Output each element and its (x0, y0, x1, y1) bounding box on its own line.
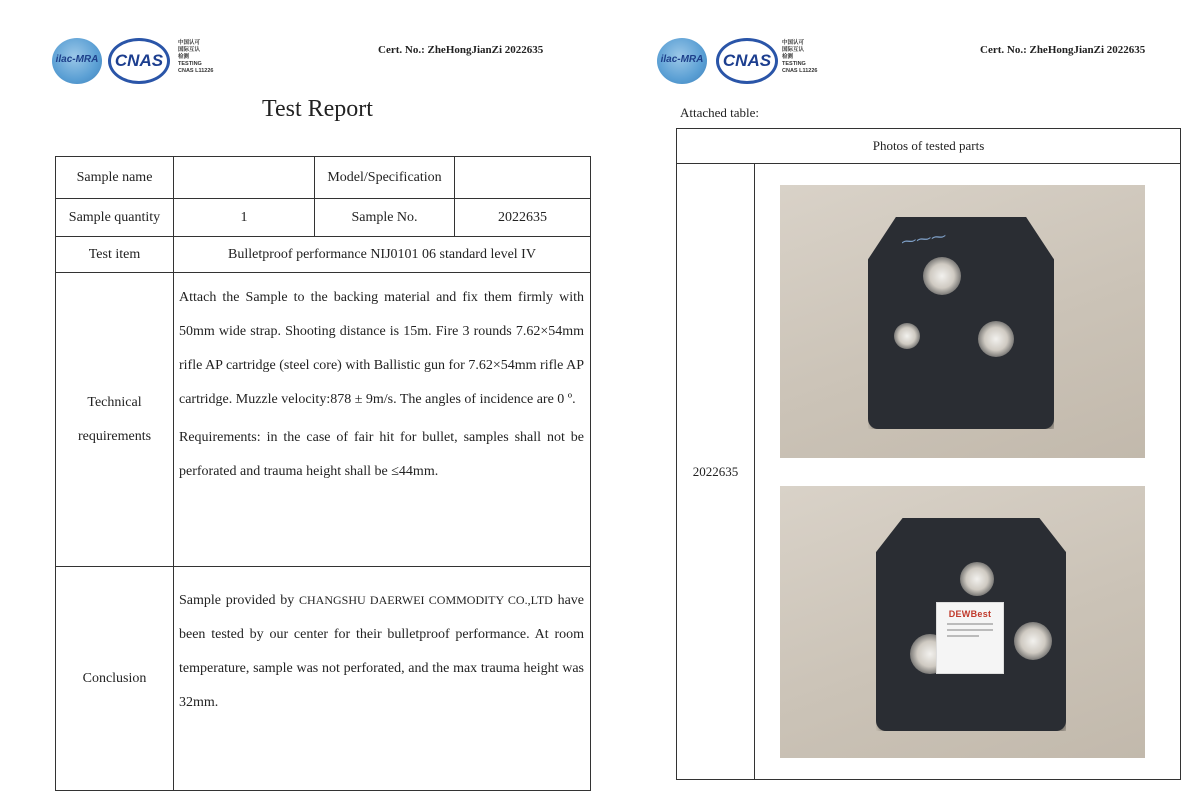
page-title: Test Report (262, 96, 373, 122)
bullet-impact-icon (960, 562, 994, 596)
handwritten-marking: ⁓⁓⁓ (899, 227, 947, 252)
test-report-table (55, 156, 591, 791)
technical-requirements-label: Technical requirements (56, 273, 174, 567)
conclusion-label: Conclusion (56, 567, 174, 791)
bullet-impact-icon (894, 323, 920, 349)
plate-back-photo (780, 486, 1145, 758)
technical-requirements-text (174, 273, 591, 567)
cnas-accreditation-text: 中国认可 国际互认 检测 TESTING CNAS L11226 (782, 40, 818, 74)
certificate-number: Cert. No.: ZheHongJianZi 2022635 (980, 44, 1146, 56)
requirements-paragraph: Requirements: in the case of fair hit for bullet, samples shall not be perforated and trauma height shall be ≤44mm. (179, 430, 584, 479)
sample-name-value (174, 157, 315, 199)
table-row (677, 129, 1181, 164)
sample-quantity-label: Sample quantity (56, 199, 174, 237)
model-spec-value (455, 157, 591, 199)
technical-requirements-paragraph: Attach the Sample to the backing material and fix them firmly with 50mm wide strap. Shooting distance is 15m. Fire 3 rounds 7.62×54mm rifle AP cartridge (steel core) with Ballistic gun for 7.62×54mm rifle AP cartridge. Muzzle velocity:878 ± 9m/s. The angles of incidence are 0 º. (179, 290, 584, 407)
sample-quantity-value: 1 (174, 199, 315, 237)
ilac-mra-logo: ilac-MRA (657, 38, 707, 84)
plate-front-photo (780, 185, 1145, 458)
sample-no-value: 2022635 (455, 199, 591, 237)
bullet-impact-icon (923, 257, 961, 295)
test-item-value: Bulletproof performance NIJ0101 06 standard level IV (174, 237, 591, 273)
table-row (56, 273, 591, 567)
ilac-mra-logo: ilac-MRA (52, 38, 102, 84)
sample-no-label: Sample No. (315, 199, 455, 237)
product-label-brand: DEWBest (948, 609, 992, 619)
sample-name-label: Sample name (56, 157, 174, 199)
armor-plate (868, 217, 1054, 429)
table-row (56, 237, 591, 273)
conclusion-text: Sample provided by CHANGSHU DAERWEI COMMODITY CO.,LTD have been tested by our center for their bulletproof performance. At room temperature, sample was not perforated, and the max trauma height was 32mm. (174, 567, 591, 791)
company-name: CHANGSHU DAERWEI COMMODITY CO.,LTD (298, 593, 553, 607)
cnas-logo: CNAS (716, 38, 778, 84)
bullet-impact-icon (1014, 622, 1052, 660)
bullet-impact-icon (978, 321, 1014, 357)
table-row (56, 157, 591, 199)
photos-header: Photos of tested parts (677, 129, 1181, 164)
cnas-logo: CNAS (108, 38, 170, 84)
table-row (56, 567, 591, 791)
attached-table-page (610, 0, 1200, 809)
table-row (56, 199, 591, 237)
photo-sample-no: 2022635 (677, 164, 755, 780)
attached-table-label: Attached table: (680, 105, 760, 120)
certificate-number: Cert. No.: ZheHongJianZi 2022635 (378, 44, 544, 56)
model-spec-label: Model/Specification (315, 157, 455, 199)
cnas-accreditation-text: 中国认可 国际互认 检测 TESTING CNAS L11226 (178, 40, 214, 74)
product-label (936, 602, 1004, 674)
test-item-label: Test item (56, 237, 174, 273)
